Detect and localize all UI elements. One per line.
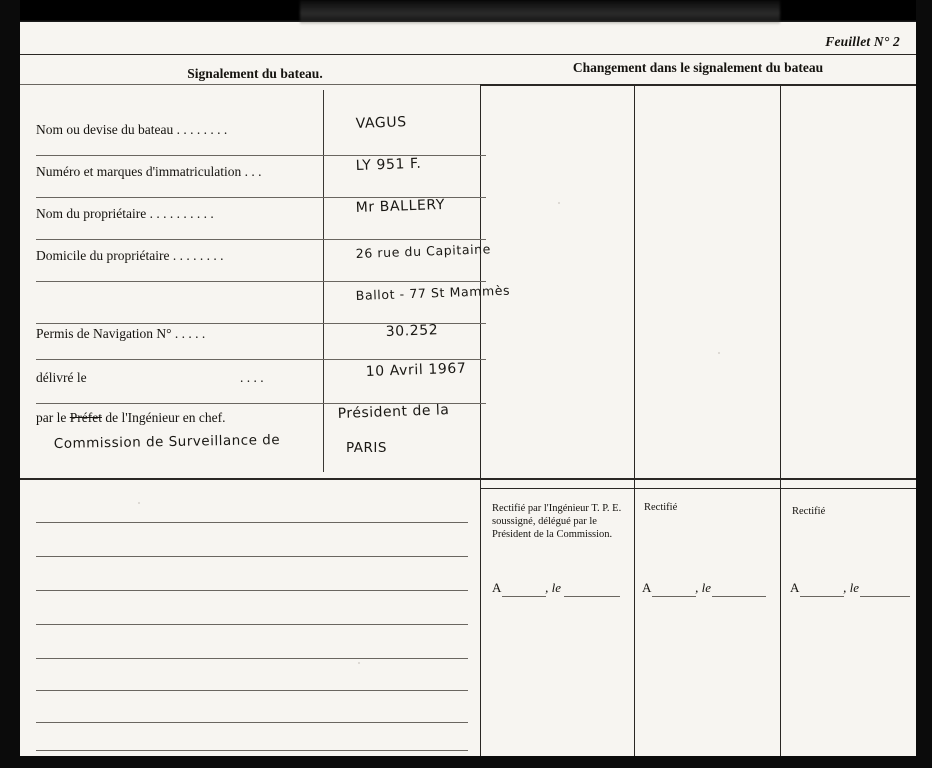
- scan-speck: [718, 352, 720, 354]
- prefet-struck: Préfet: [69, 410, 102, 425]
- left-section-bottom-rule: [18, 478, 918, 480]
- folio-number: Feuillet N° 2: [825, 34, 900, 49]
- field-row: [36, 114, 486, 156]
- field-value: VAGUS: [355, 114, 407, 132]
- handwritten-commission: Commission de Surveillance de: [53, 432, 281, 452]
- a-le-rule: [502, 596, 546, 597]
- right-section-rule: [480, 488, 918, 489]
- field-value: 30.252: [385, 322, 439, 340]
- scan-bottom-edge: [0, 756, 932, 768]
- field-row: [36, 362, 486, 404]
- field-value: 10 Avril 1967: [365, 360, 467, 380]
- field-value: Ballot - 77 St Mammès: [355, 282, 511, 303]
- blank-rule: [36, 750, 468, 751]
- field-label: délivré le . . . .: [36, 370, 264, 385]
- a-le-3: A , le: [790, 580, 860, 595]
- scan-right-edge: [916, 0, 932, 768]
- a-le-rule: [652, 596, 696, 597]
- field-rule: [36, 359, 486, 360]
- a-le-rule: [712, 596, 766, 597]
- a-le-rule: [800, 596, 844, 597]
- field-row: [36, 198, 486, 240]
- scan-smudge: [300, 0, 780, 24]
- field-row: [36, 318, 486, 360]
- blank-rule: [36, 522, 468, 523]
- scan-speck: [138, 502, 140, 504]
- field-row: [36, 240, 492, 282]
- column-divider-2: [634, 84, 635, 760]
- a-le-2: A , le: [642, 580, 712, 595]
- rectifie-body-1: Rectifié par l'Ingénieur T. P. E. soussigné, délégué par le Président de la Commission.: [492, 503, 622, 541]
- left-column-title: Signalement du bateau.: [187, 66, 323, 81]
- scan-speck: [558, 202, 560, 204]
- handwritten-president: Président de la: [337, 402, 450, 422]
- right-column-title: Changement dans le signalement du bateau: [572, 60, 824, 75]
- scan-left-edge: [0, 0, 20, 768]
- field-value: 26 rue du Capitaine: [355, 241, 492, 261]
- right-header-rule: [480, 84, 918, 86]
- blank-rule: [36, 590, 468, 591]
- blank-rule: [36, 722, 468, 723]
- handwritten-paris: PARIS: [346, 440, 387, 456]
- field-label: Domicile du propriétaire . . . . . . . .: [36, 248, 224, 263]
- rectifie-heading-3: Rectifié: [792, 506, 826, 517]
- field-value: LY 951 F.: [355, 155, 422, 174]
- field-label: Numéro et marques d'immatriculation . . .: [36, 164, 262, 179]
- field-value: Mr BALLERY: [355, 196, 446, 216]
- rectifie-heading-2: Rectifié: [644, 502, 678, 513]
- column-divider-3: [780, 84, 781, 760]
- a-le-1: A , le: [492, 580, 562, 595]
- field-label: Permis de Navigation N° . . . . .: [36, 326, 206, 341]
- a-le-rule: [860, 596, 910, 597]
- blank-rule: [36, 658, 468, 659]
- a-le-rule: [564, 596, 620, 597]
- field-label: Nom du propriétaire . . . . . . . . . .: [36, 206, 214, 221]
- scan-speck: [358, 662, 360, 664]
- blank-rule: [36, 624, 468, 625]
- par-le-text: par le Préfet de l'Ingénieur en chef.: [36, 410, 226, 425]
- blank-rule: [36, 556, 468, 557]
- blank-rule: [36, 690, 468, 691]
- paper-sheet: [18, 22, 918, 760]
- field-row: [36, 156, 486, 198]
- header-rule-top: [18, 54, 918, 55]
- field-label: Nom ou devise du bateau . . . . . . . .: [36, 122, 228, 137]
